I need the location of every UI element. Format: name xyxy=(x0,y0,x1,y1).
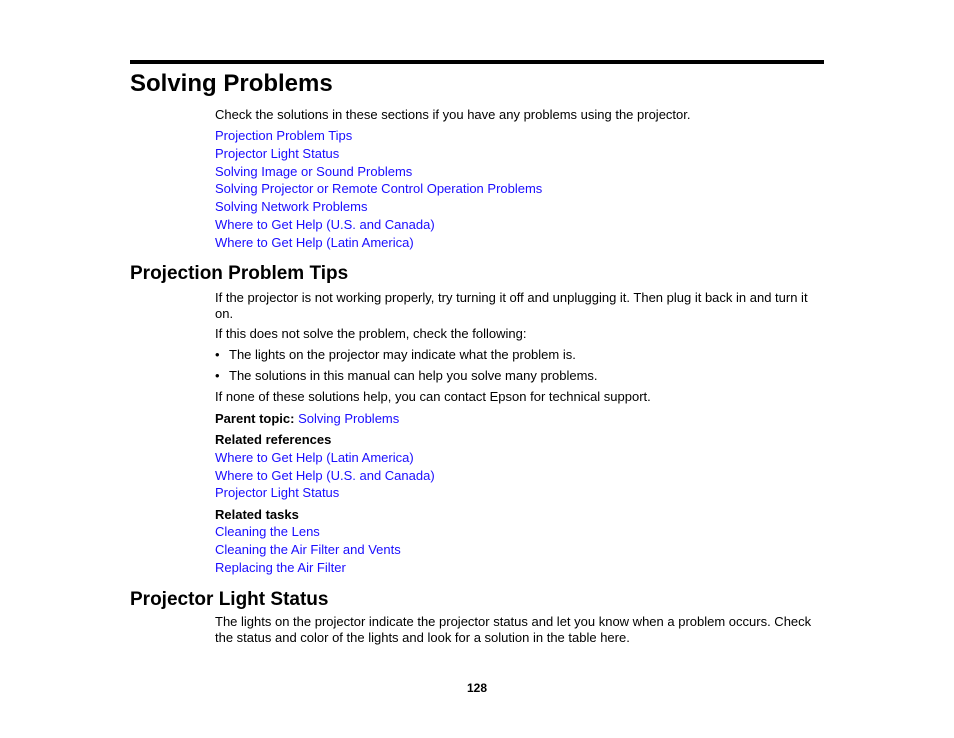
bullet-marker: • xyxy=(215,368,220,383)
related-ref-link-light-status[interactable]: Projector Light Status xyxy=(215,485,340,500)
related-tasks-label: Related tasks xyxy=(215,507,299,522)
parent-topic-link[interactable]: Solving Problems xyxy=(298,411,400,426)
bullet-item-2: The solutions in this manual can help you solve many problems. xyxy=(229,368,598,383)
toc-link-light-status[interactable]: Projector Light Status xyxy=(215,146,340,161)
page-number: 128 xyxy=(466,681,488,695)
related-task-link-cleaning-filter[interactable]: Cleaning the Air Filter and Vents xyxy=(215,542,401,557)
related-task-link-replacing-filter[interactable]: Replacing the Air Filter xyxy=(215,560,346,575)
bullet-marker: • xyxy=(215,347,220,362)
toc-link-projection-tips[interactable]: Projection Problem Tips xyxy=(215,128,353,143)
bullet-item-1: The lights on the projector may indicate what the problem is. xyxy=(229,347,576,362)
tips-paragraph-1: If the projector is not working properly, try turning it off and unplugging it. Then plug it back in and turn it on. xyxy=(215,290,808,321)
parent-topic-label: Parent topic: xyxy=(215,411,295,426)
related-references-label: Related references xyxy=(215,432,332,447)
toc-link-image-sound[interactable]: Solving Image or Sound Problems xyxy=(215,164,413,179)
parent-topic xyxy=(215,411,825,427)
related-task-link-cleaning-lens[interactable]: Cleaning the Lens xyxy=(215,524,320,539)
toc-link-network[interactable]: Solving Network Problems xyxy=(215,199,368,214)
related-ref-link-us-canada[interactable]: Where to Get Help (U.S. and Canada) xyxy=(215,468,435,483)
tips-paragraph-2: If this does not solve the problem, check the following: xyxy=(215,326,527,341)
related-ref-link-latin-america[interactable]: Where to Get Help (Latin America) xyxy=(215,450,414,465)
tips-paragraph-3: If none of these solutions help, you can contact Epson for technical support. xyxy=(215,389,651,404)
light-status-paragraph: The lights on the projector indicate the projector status and let you know when a problem occurs. Check the status and color of the lights and look for a solution in the table here. xyxy=(215,614,812,645)
toc-link-help-us-canada[interactable]: Where to Get Help (U.S. and Canada) xyxy=(215,217,435,232)
intro-text: Check the solutions in these sections if you have any problems using the projector. xyxy=(215,107,691,122)
top-rule xyxy=(130,60,824,64)
page-title: Solving Problems xyxy=(130,70,333,97)
toc-link-help-latin-america[interactable]: Where to Get Help (Latin America) xyxy=(215,235,414,250)
toc-link-remote-control[interactable]: Solving Projector or Remote Control Operation Problems xyxy=(215,181,543,196)
section-heading-light-status: Projector Light Status xyxy=(130,589,329,610)
section-heading-projection-tips: Projection Problem Tips xyxy=(130,263,349,284)
